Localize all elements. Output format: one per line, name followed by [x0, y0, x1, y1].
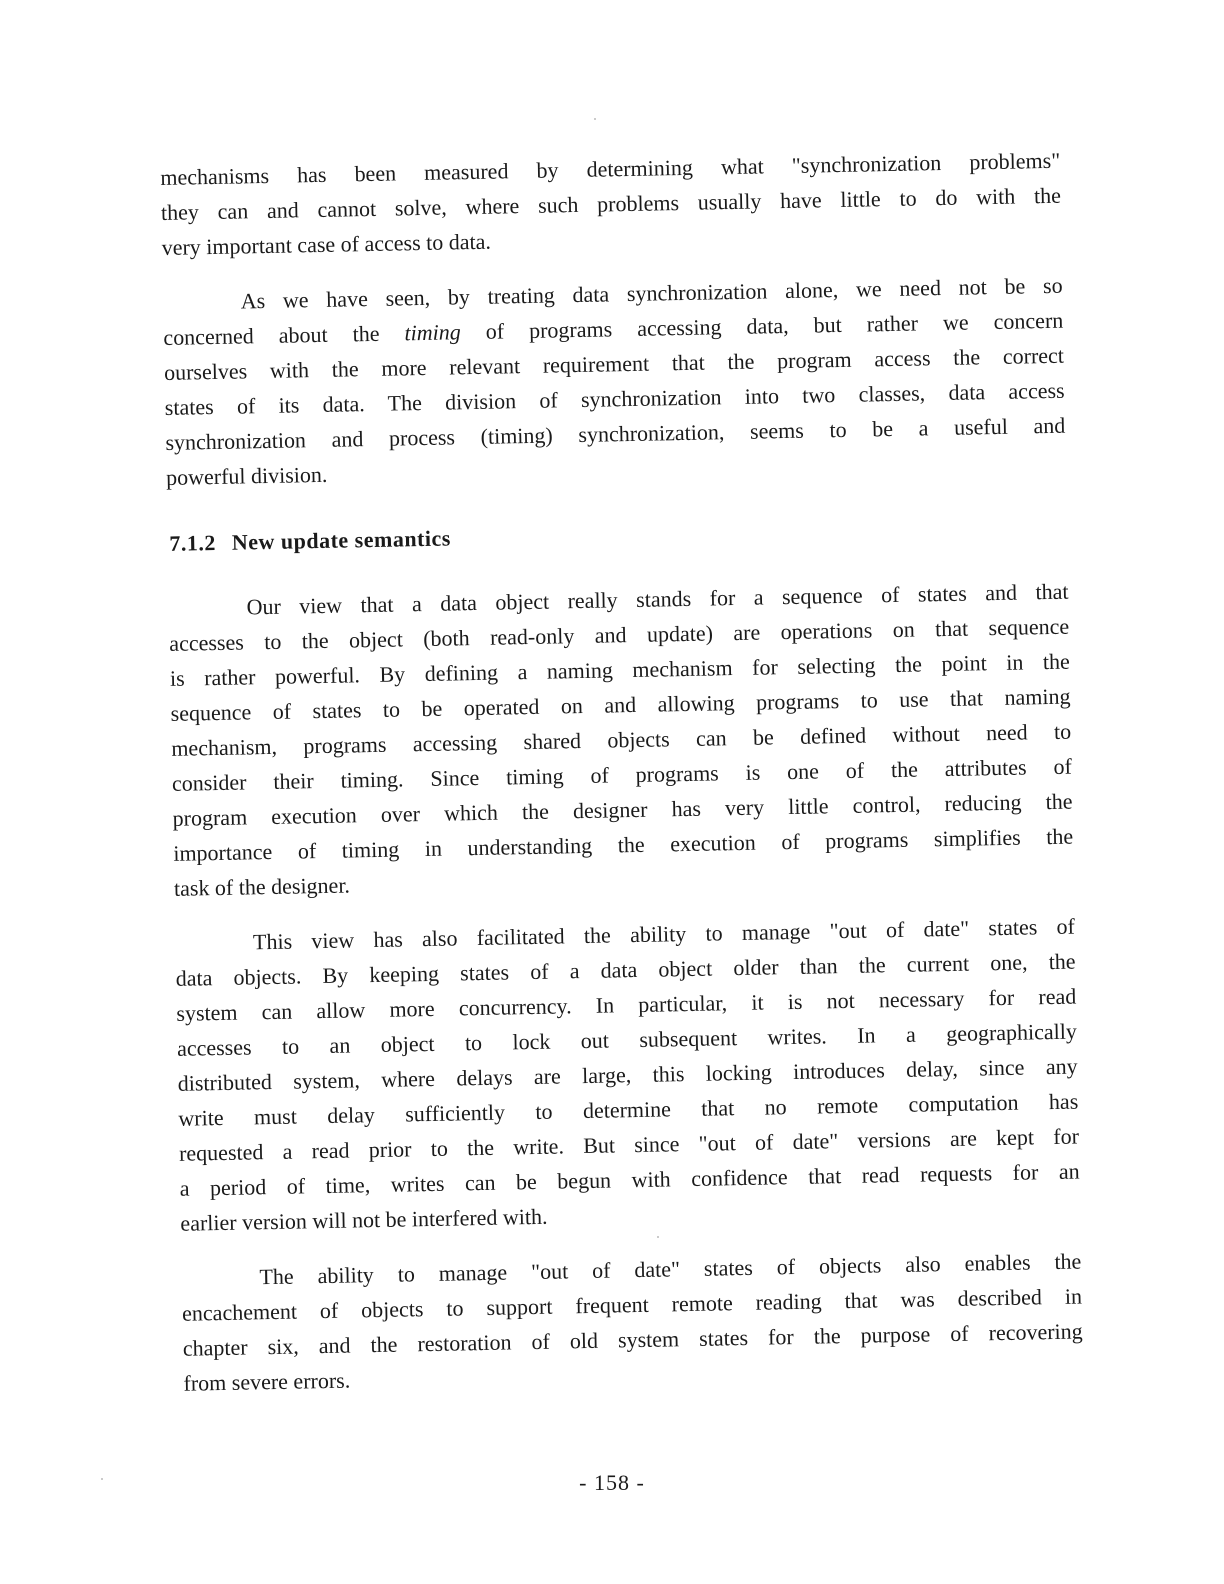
text-line: sequence of states to be operated on and allowing programs to use that naming: [170, 683, 1071, 726]
text-line: earlier version will not be interfered with.: [180, 1203, 548, 1236]
text-line: This view has also facilitated the ability to manage "out of date" states of: [252, 913, 1076, 955]
section-title: New update semantics: [231, 525, 452, 555]
scan-speck: [101, 1478, 103, 1480]
text-line: synchronization and process (timing) synchronization, seems to be a useful and: [165, 412, 1066, 455]
text-line: Our view that a data object really stands for a sequence of states and that: [246, 578, 1069, 620]
text-line: they can and cannot solve, where such problems usually have little to do with the: [160, 182, 1062, 225]
body-text: [160, 143, 1084, 1401]
text-line: The ability to manage "out of date" states of objects also enables the: [259, 1248, 1082, 1290]
text-line: ourselves with the more relevant requirement that the program access the correct: [163, 342, 1065, 385]
paragraph-1: [160, 143, 1062, 265]
text-line: data objects. By keeping states of a data object older than the current one, the: [175, 948, 1076, 991]
italic-term: timing: [404, 319, 461, 346]
text-line: encachement of objects to support frequent remote reading that was described in: [181, 1283, 1083, 1326]
text-line: write must delay sufficiently to determine that no remote computation has: [178, 1088, 1079, 1131]
text-line: consider their timing. Since timing of programs is one of the attributes of: [171, 753, 1073, 796]
text-line: chapter six, and the restoration of old system states for the purpose of recovering: [182, 1318, 1083, 1361]
text-line: accesses to an object to lock out subsequent writes. In a geographically: [176, 1018, 1078, 1061]
text-line: powerful division.: [165, 461, 328, 490]
section-number: 7.1.2: [169, 530, 217, 556]
text-line: distributed system, where delays are large, this locking introduces delay, since any: [177, 1053, 1078, 1096]
text-line: task of the designer.: [173, 872, 351, 901]
text-line: accesses to the object (both read-only and update) are operations on that sequence: [169, 613, 1070, 656]
scan-speck: [657, 1236, 659, 1238]
text-line: system can allow more concurrency. In particular, it is not necessary for read: [176, 983, 1077, 1026]
paragraph-5: [181, 1244, 1084, 1401]
text-line: program execution over which the designer has very little control, reducing the: [172, 788, 1073, 831]
text-line: As we have seen, by treating data synchronization alone, we need not be so: [240, 272, 1063, 314]
text-line: from severe errors.: [183, 1367, 351, 1396]
paragraph-4: [175, 909, 1081, 1241]
text-line: very important case of access to data.: [161, 228, 492, 260]
text-line: is rather powerful. By defining a naming mechanism for selecting the point in the: [169, 648, 1071, 691]
paragraph-3: [168, 574, 1074, 906]
text-fragment: concerned about the: [163, 320, 405, 350]
scan-speck: [594, 118, 596, 120]
text-line: a period of time, writes can be begun with confidence that read requests for an: [179, 1158, 1080, 1201]
text-line: requested a read prior to the write. But since "out of date" versions are kept for: [178, 1123, 1080, 1166]
page-number: - 158 -: [579, 1470, 645, 1495]
text-line: mechanisms has been measured by determining what "synchronization problems": [160, 147, 1061, 190]
text-line: mechanism, programs accessing shared objects can be defined without need to: [171, 718, 1072, 761]
text-fragment: of programs accessing data, but rather we concern: [460, 307, 1064, 345]
paragraph-2: [162, 268, 1066, 495]
text-line: states of its data. The division of synchronization into two classes, data access: [164, 377, 1065, 420]
section-heading: [169, 514, 1067, 557]
text-line: importance of timing in understanding the execution of programs simplifies the: [173, 823, 1074, 866]
